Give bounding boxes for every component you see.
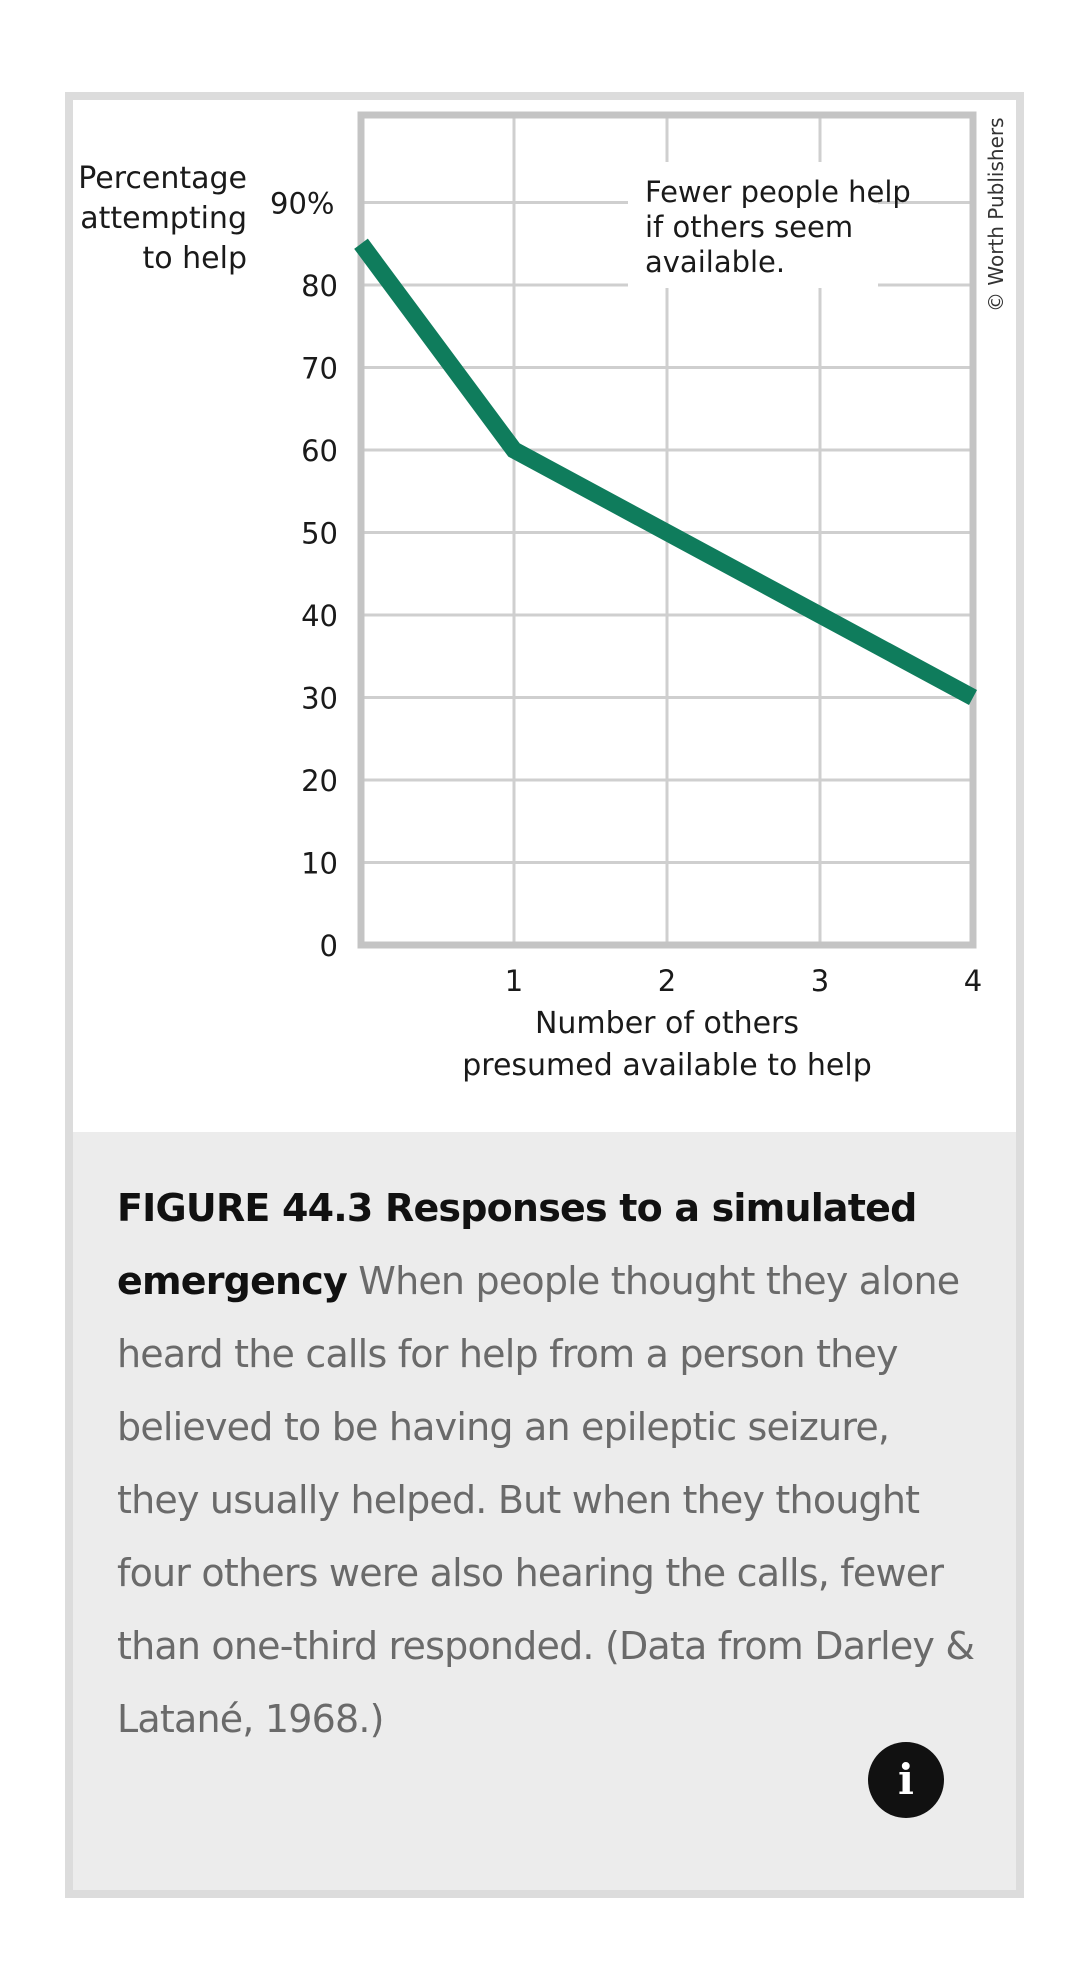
y-tick-label: 70 (301, 351, 338, 386)
y-tick-label: 50 (301, 516, 338, 551)
y-tick-label: 60 (301, 434, 338, 468)
y-tick-label: 0 (319, 929, 338, 963)
y-tick-label: 80 (301, 269, 338, 303)
credit-line: © Worth Publishers (984, 117, 1008, 312)
x-axis-label-line-2: presumed available to help (462, 1048, 872, 1083)
y-tick-label: 20 (301, 764, 338, 798)
y-tick-label: 90% (270, 186, 335, 221)
info-icon: i (898, 1755, 914, 1804)
line-chart (73, 100, 1016, 1132)
y-axis-ticks (270, 187, 338, 964)
x-tick-label: 1 (504, 964, 524, 998)
figure-caption (117, 1172, 977, 1756)
y-tick-label: 10 (301, 846, 338, 881)
caption-title: FIGURE 44.3 Responses to a simulated emergency (117, 1186, 917, 1303)
y-axis-label-line-1: Percentage (78, 161, 247, 196)
x-axis-label-line-1: Number of others (534, 1006, 800, 1041)
caption-area (73, 1132, 1016, 1890)
figure-card (65, 92, 1024, 1898)
y-axis-label-line-2: attempting (80, 201, 247, 236)
y-axis-label-line-3: to help (142, 241, 247, 276)
x-tick-label: 4 (963, 964, 983, 998)
y-tick-label: 30 (301, 681, 338, 716)
y-tick-label: 40 (301, 599, 338, 633)
x-tick-label: 2 (657, 964, 677, 998)
info-button[interactable] (868, 1742, 944, 1818)
caption-text: When people thought they alone heard the calls for help from a person they believed to be having an epileptic seizure, they usually helped. But when they thought four others were also hearing the calls, fewer than one-third responded. (Data from Darley & Latané, 1968.) (117, 1259, 975, 1741)
annotation-line-2: if others seem (645, 210, 854, 244)
annotation-line-3: available. (645, 245, 786, 279)
annotation-line-1: Fewer people help (645, 175, 911, 209)
x-tick-label: 3 (810, 964, 830, 998)
figure-area (73, 100, 1016, 1132)
x-axis-ticks (505, 964, 982, 998)
